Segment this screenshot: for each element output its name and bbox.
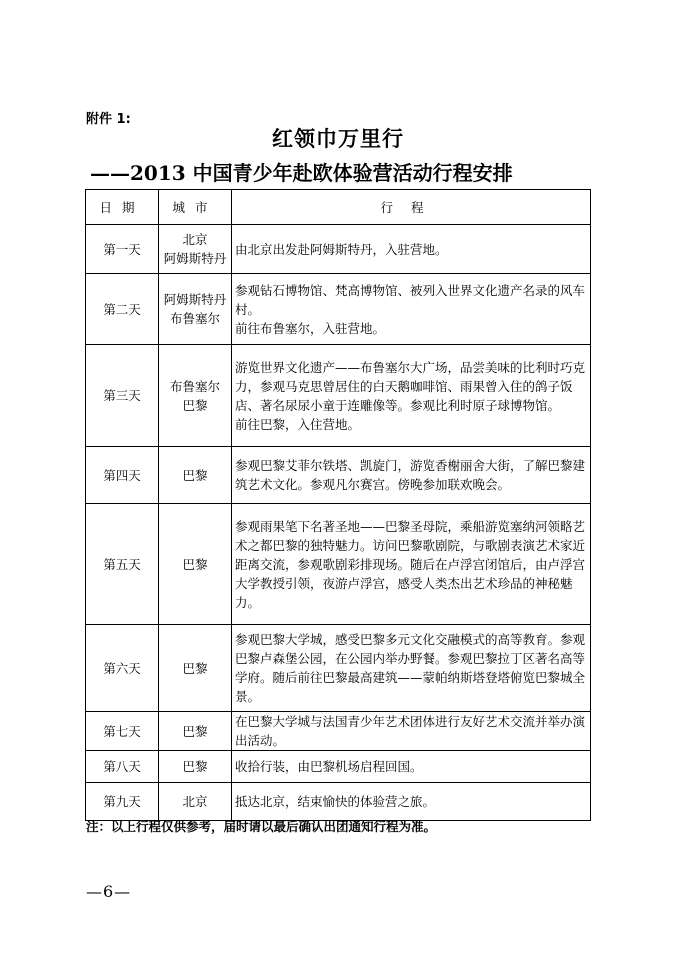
attachment-label: 附件 1:	[86, 112, 131, 127]
itinerary-text: 游览世界文化遗产——布鲁塞尔大广场，品尝美味的比利时巧克力，参观马克思曾居住的白天鹅咖啡馆、雨果曾入住的鸽子饭店、著名尿尿小童于连雕像等。参观比利时原子球博物馆。	[235, 359, 586, 413]
city-cell	[159, 783, 232, 821]
page-number: —6—	[86, 882, 132, 901]
table-header-row	[86, 190, 591, 225]
city-cell	[159, 712, 232, 751]
itinerary-text: 参观钻石博物馆、梵高博物馆、被列入世界文化遗产名录的风车村。	[235, 282, 586, 317]
city-name: 北京	[182, 232, 208, 247]
day-cell: 第二天	[86, 274, 159, 345]
itinerary-cell	[232, 274, 591, 345]
day-cell: 第三天	[86, 345, 159, 447]
day-cell: 第四天	[86, 447, 159, 504]
itinerary-cell	[232, 504, 591, 625]
table-row	[86, 751, 591, 783]
table-row	[86, 345, 591, 447]
city-name: 巴黎	[182, 467, 208, 483]
city-name: 巴黎	[182, 723, 208, 739]
itinerary-text: 收拾行装，由巴黎机场启程回国。	[235, 759, 423, 774]
day-cell: 第七天	[86, 712, 159, 751]
city-cell	[159, 625, 232, 712]
itinerary-cell	[232, 751, 591, 783]
itinerary-table	[85, 189, 591, 821]
itinerary-text: 参观巴黎艾菲尔铁塔、凯旋门，游览香榭丽舍大街，了解巴黎建筑艺术文化。参观凡尔赛宫。傍晚参加联欢晚会。	[235, 458, 586, 492]
itinerary-cell	[232, 225, 591, 274]
city-cell	[159, 751, 232, 783]
city-cell	[159, 274, 232, 345]
city-cell	[159, 225, 232, 274]
header-itinerary: 行程	[232, 190, 591, 225]
city-name: 巴黎	[182, 397, 208, 413]
itinerary-text: 前往巴黎，入住营地。	[235, 416, 361, 432]
city-name: 巴黎	[182, 556, 208, 572]
city-cell	[159, 504, 232, 625]
header-date: 日期	[86, 190, 159, 225]
city-cell	[159, 447, 232, 504]
itinerary-text: 由北京出发赴阿姆斯特丹，入驻营地。	[235, 241, 448, 257]
itinerary-cell	[232, 783, 591, 821]
table-row	[86, 783, 591, 821]
day-cell: 第九天	[86, 783, 159, 821]
itinerary-text: 参观巴黎大学城，感受巴黎多元文化交融模式的高等教育。参观巴黎卢森堡公园，在公园内举办野餐。参观巴黎拉丁区著名高等学府。随后前往巴黎最高建筑——蒙帕纳斯塔登塔俯览巴黎城全景。	[235, 632, 586, 704]
city-cell	[159, 345, 232, 447]
table-row	[86, 504, 591, 625]
city-name: 阿姆斯特丹	[163, 292, 227, 307]
itinerary-cell	[232, 712, 591, 751]
day-cell: 第一天	[86, 225, 159, 274]
itinerary-text: 抵达北京，结束愉快的体验营之旅。	[235, 794, 436, 809]
city-name: 布鲁塞尔	[169, 378, 220, 394]
day-cell: 第六天	[86, 625, 159, 712]
document-title: 红领巾万里行	[272, 126, 404, 151]
day-cell: 第五天	[86, 504, 159, 625]
header-city: 城市	[159, 190, 232, 225]
city-name: 巴黎	[182, 660, 208, 676]
itinerary-text: 在巴黎大学城与法国青少年艺术团体进行友好艺术交流并举办演出活动。	[235, 714, 586, 748]
table-row	[86, 274, 591, 345]
table-row	[86, 712, 591, 751]
table-row	[86, 225, 591, 274]
document-subtitle: ——2013 中国青少年赴欧体验营活动行程安排	[90, 161, 513, 185]
itinerary-cell	[232, 625, 591, 712]
table-row	[86, 447, 591, 504]
itinerary-cell	[232, 447, 591, 504]
day-cell: 第八天	[86, 751, 159, 783]
itinerary-cell	[232, 345, 591, 447]
footnote: 注：以上行程仅供参考，届时请以最后确认出团通知行程为准。	[86, 819, 437, 834]
itinerary-text: 参观雨果笔下名著圣地——巴黎圣母院，乘船游览塞纳河领略艺术之都巴黎的独特魅力。访问巴黎歌剧院，与歌剧表演艺术家近距离交流，参观歌剧彩排现场。随后在卢浮宫闭馆后，由卢浮宫大学教授引领，夜游卢浮宫，感受人类杰出艺术珍品的神秘魅力。	[235, 518, 586, 610]
itinerary-text: 前往布鲁塞尔，入驻营地。	[235, 320, 386, 336]
city-name: 北京	[182, 794, 208, 809]
city-name: 阿姆斯特丹	[163, 251, 227, 266]
table-row	[86, 625, 591, 712]
city-name: 巴黎	[182, 759, 208, 774]
city-name: 布鲁塞尔	[169, 311, 220, 326]
